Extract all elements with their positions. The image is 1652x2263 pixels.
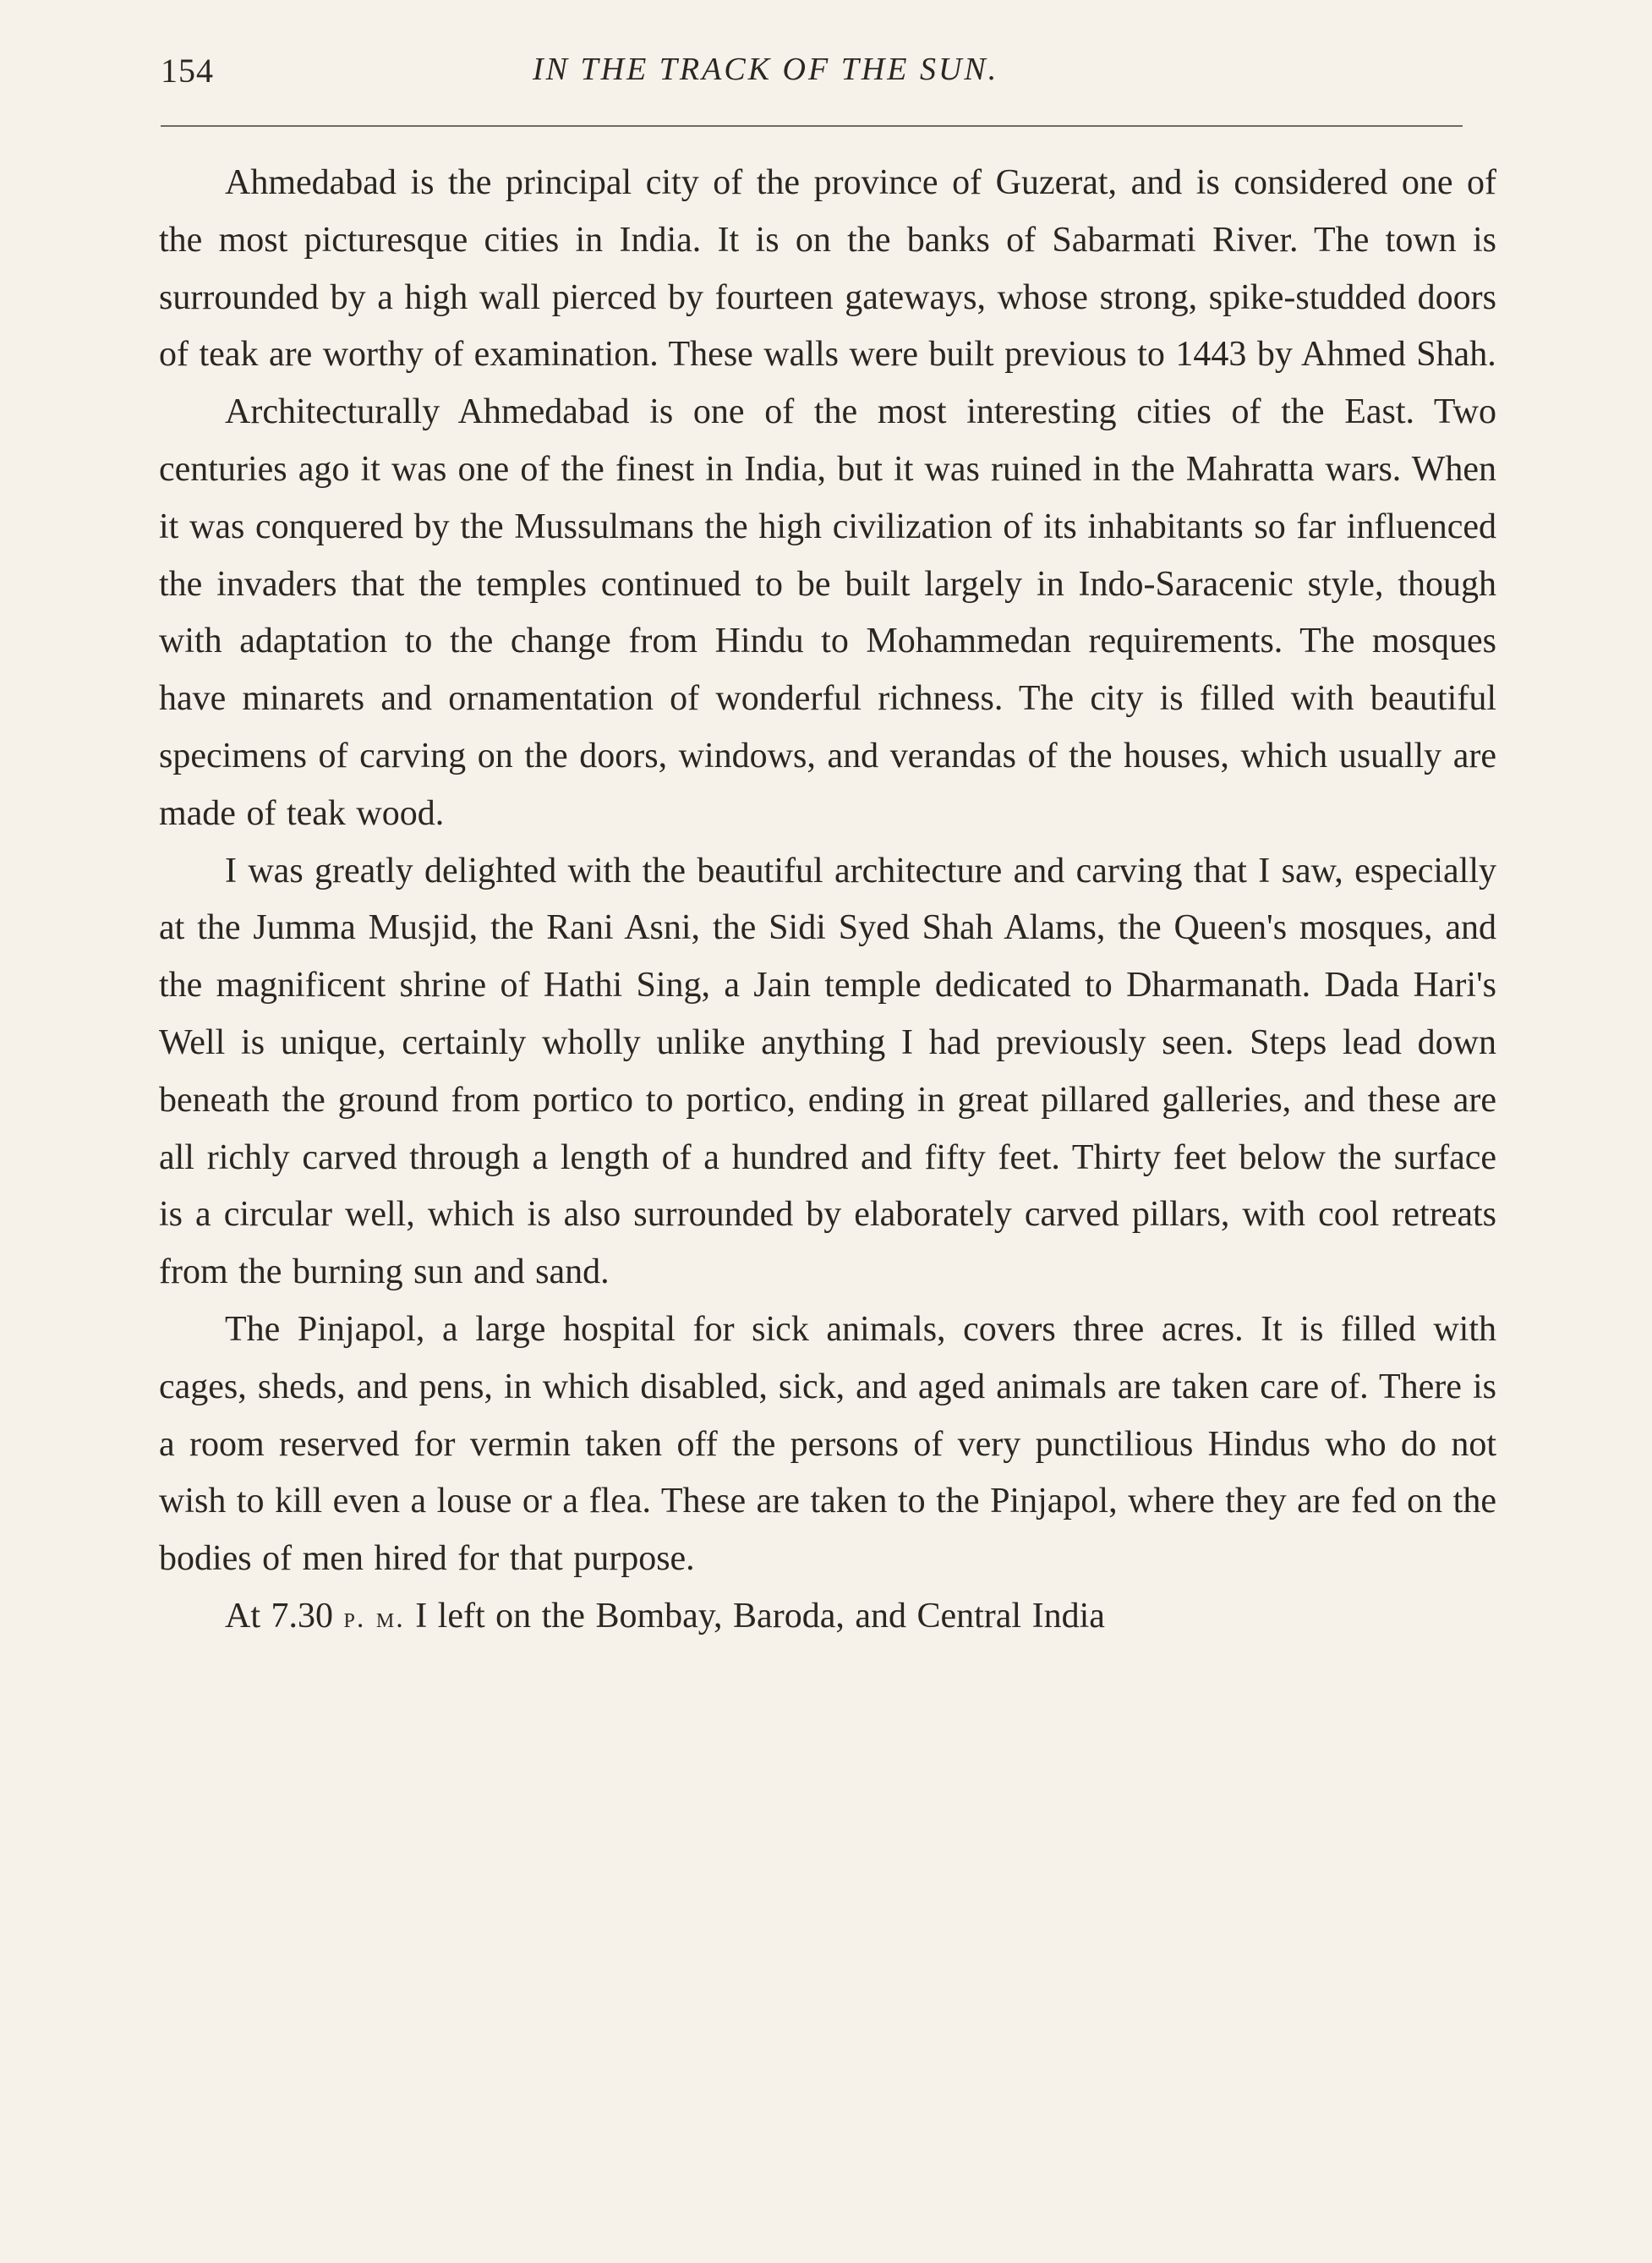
body-text — [159, 155, 1496, 1647]
departure-time-suffix: p. m. — [343, 1602, 405, 1634]
departure-text-end: I left on the Bombay, Baroda, and Central India — [404, 1596, 1105, 1636]
departure-text-start: At 7.30 — [225, 1596, 344, 1636]
running-title: IN THE TRACK OF THE SUN. — [533, 52, 999, 87]
running-head — [161, 51, 1463, 101]
paragraph-pinjapol: The Pinjapol, a large hospital for sick animals, covers three acres. It is filled with cages, sheds, and pens, in which disabled, sick, and aged animals are taken care of. There is a room reserved for vermin taken off the persons of very punctilious Hindus who do not wish to kill even a louse or a flea. These are taken to the Pinjapol, where they are fed on the bodies of men hired for that purpose. — [159, 1309, 1496, 1579]
page-number: 154 — [161, 52, 214, 90]
header-rule — [161, 125, 1463, 127]
paragraph-ahmedabad-intro: Ahmedabad is the principal city of the province of Guzerat, and is considered one of the most picturesque cities in India. It is on the banks of Sabarmati River. The town is surrounded by a high wall pierced by fourteen gateways, whose strong, spike-studded doors of teak are worthy of examination. These walls were built previous to 1443 by Ahmed Shah. — [159, 163, 1496, 375]
paragraph-carving: I was greatly delighted with the beautiful architecture and carving that I saw, especially at the Jumma Musjid, the Rani Asni, the Sidi Syed Shah Alams, the Queen's mosques, and the magnificent shrine of Hathi Sing, a Jain temple dedicated to Dharmanath. Dada Hari's Well is unique, certainly wholly unlike anything I had previously seen. Steps lead down beneath the ground from portico to portico, ending in great pillared galleries, and these are all richly carved through a length of a hundred and fifty feet. Thirty feet below the surface is a circular well, which is also surrounded by elaborately carved pillars, with cool retreats from the burning sun and sand. — [159, 851, 1496, 1292]
paragraph-departure — [159, 1588, 1496, 1647]
paragraph-architecture: Architecturally Ahmedabad is one of the most interesting cities of the East. Two centuries ago it was one of the finest in India, but it was ruined in the Mahratta wars. When it was conquered by the Mussulmans the high civilization of its inhabitants so far influenced the invaders that the temples continued to be built largely in Indo-Saracenic style, though with adaptation to the change from Hindu to Mohammedan requirements. The mosques have minarets and ornamentation of wonderful richness. The city is filled with beautiful specimens of carving on the doors, windows, and verandas of the houses, which usually are made of teak wood. — [159, 392, 1496, 833]
